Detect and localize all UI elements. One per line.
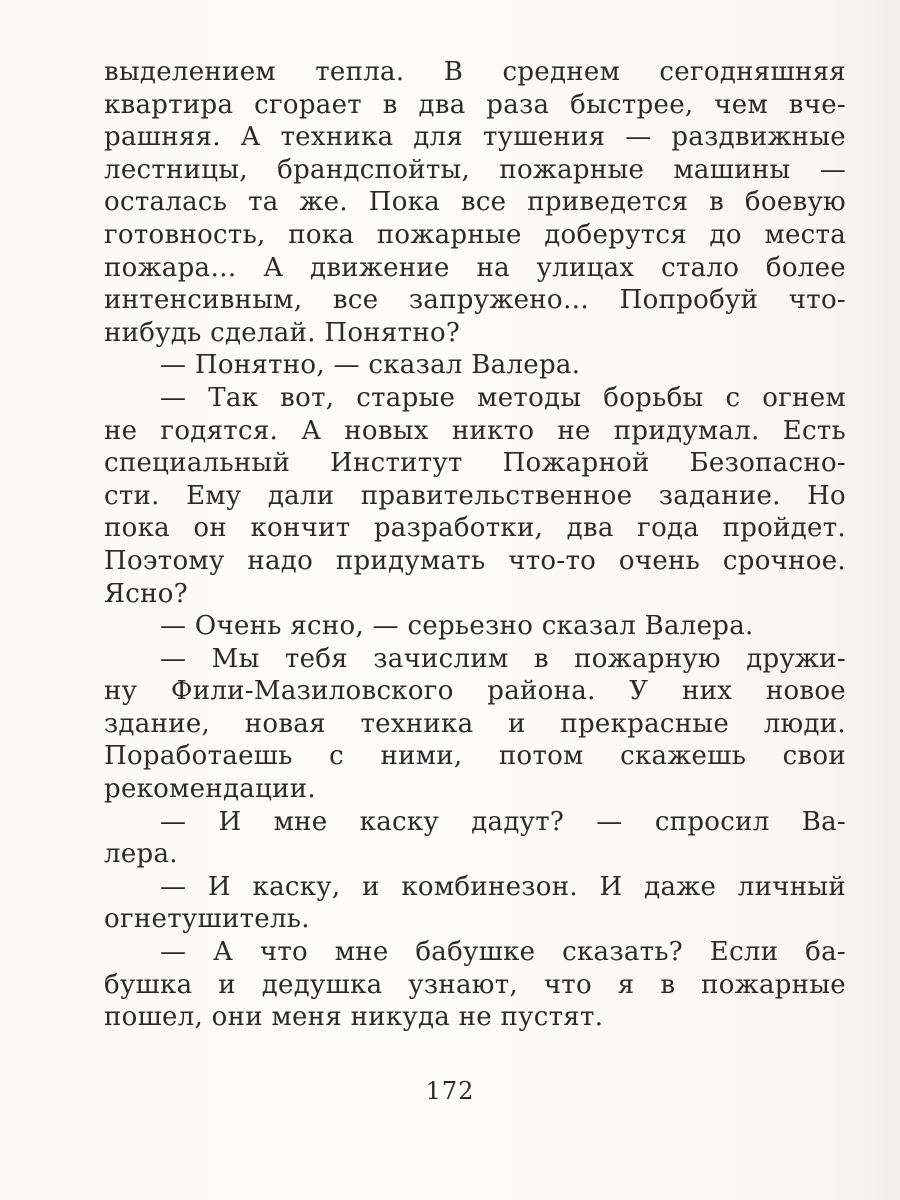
text-line: — Мы тебя зачислим в пожарную дружи- (160, 643, 846, 674)
page-number: 172 (425, 1077, 475, 1105)
text-line: бушка и дедушка узнают, что я в пожарные (104, 969, 846, 1000)
text-line: Поэтому надо придумать что-то очень срочное. (104, 545, 846, 576)
text-line: пожара… А движение на улицах стало более (104, 252, 846, 283)
text-line: ну Фили-Мазиловского района. У них новое (104, 676, 846, 707)
text-line: рашняя. А техника для тушения — раздвижные (104, 122, 846, 153)
text-line: не годятся. А новых никто не придумал. Есть (104, 415, 846, 446)
text-line: осталась та же. Пока все приведется в боевую (104, 187, 846, 218)
text-line: сти. Ему дали правительственное задание. Но (104, 480, 846, 511)
body-text (104, 56, 846, 1034)
text-line: здание, новая техника и прекрасные люди. (104, 708, 846, 739)
text-line: — И мне каску дадут? — спросил Ва- (160, 806, 846, 837)
text-line: огнетушитель. (104, 904, 310, 935)
text-line: интенсивным, все запружено… Попробуй что- (104, 285, 846, 316)
text-line: — Так вот, старые методы борьбы с огнем (160, 382, 846, 413)
text-line: готовность, пока пожарные доберутся до места (104, 219, 846, 250)
text-line: специальный Институт Пожарной Безопасно- (104, 448, 846, 479)
text-line: Поработаешь с ними, потом скажешь свои (104, 741, 846, 772)
text-line: выделением тепла. В среднем сегодняшняя (104, 57, 846, 87)
text-line: квартира сгорает в два раза быстрее, чем вче- (104, 89, 846, 120)
text-line: — Очень ясно, — серьезно сказал Валера. (160, 611, 754, 642)
text-line: нибудь сделай. Понятно? (104, 317, 461, 348)
text-line: пошел, они меня никуда не пустят. (104, 1002, 604, 1033)
text-line: — И каску, и комбинезон. И даже личный (160, 871, 846, 902)
text-line: лестницы, брандспойты, пожарные машины — (104, 154, 846, 185)
text-line: пока он кончит разработки, два года пройдет. (104, 513, 846, 544)
text-line: лера. (104, 839, 178, 870)
text-line: — А что мне бабушке сказать? Если ба- (160, 937, 846, 968)
text-line: Ясно? (104, 578, 188, 609)
text-line: рекомендации. (104, 774, 316, 805)
text-line: — Понятно, — сказал Валера. (160, 350, 581, 381)
